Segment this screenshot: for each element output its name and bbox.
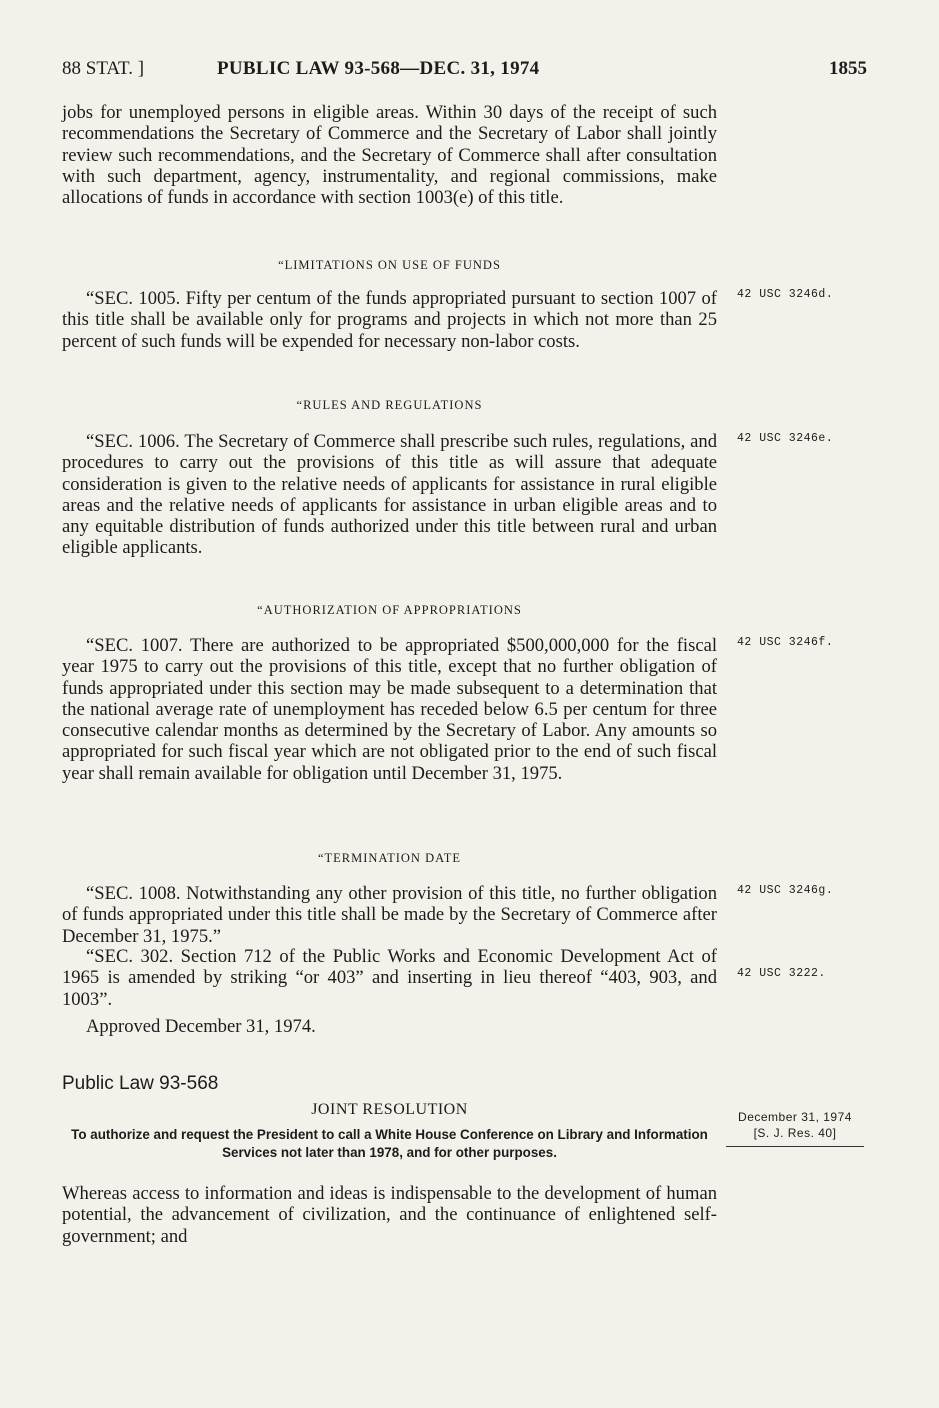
section-1005: “SEC. 1005. Fifty per centum of the funds appropriated pursuant to section 1007 of this title shall be available only for programs and projects in which not more than 25 percent of such funds will be expended for necessary non-labor costs. <box>62 288 717 352</box>
section-1008: “SEC. 1008. Notwithstanding any other provision of this title, no further obligation of funds appropriated under this title shall be made by the Secretary of Commerce after December 31, 1975.” <box>62 883 717 947</box>
enactment-info <box>726 1109 864 1141</box>
page-number: 1855 <box>829 58 867 79</box>
margin-note-302: 42 USC 3222. <box>737 967 826 980</box>
section-302: “SEC. 302. Section 712 of the Public Works and Economic Development Act of 1965 is amended by striking “or 403” and inserting in lieu thereof “403, 903, and 1003”. <box>62 946 717 1010</box>
joint-resolution-title: JOINT RESOLUTION <box>311 1101 468 1118</box>
enactment-date: December 31, 1974 <box>738 1110 852 1124</box>
approval-line: Approved December 31, 1974. <box>86 1016 316 1037</box>
running-title: PUBLIC LAW 93-568—DEC. 31, 1974 <box>217 58 540 79</box>
heading-authorization-of-appropriations: “AUTHORIZATION OF APPROPRIATIONS <box>257 603 522 617</box>
margin-note-1007: 42 USC 3246f. <box>737 636 834 649</box>
heading-rules-and-regulations: “RULES AND REGULATIONS <box>296 398 483 412</box>
statute-volume: 88 STAT. ] <box>62 58 145 79</box>
continued-paragraph: jobs for unemployed persons in eligible areas. Within 30 days of the receipt of such recommendations the Secretary of Commerce and the Secretary of Labor shall jointly review such recommendations, and the Secretary of Commerce shall after consultation with such department, agency, instrumentality, and regional commissions, make allocations of funds in accordance with section 1003(e) of this title. <box>62 102 717 209</box>
whereas-clause: Whereas access to information and ideas is indispensable to the development of human potential, the advancement of civilization, and the continuance of enlightened self-government; and <box>62 1183 717 1247</box>
margin-note-1006: 42 USC 3246e. <box>737 432 834 445</box>
margin-rule <box>726 1146 864 1147</box>
page-header <box>62 58 867 84</box>
bill-reference: [S. J. Res. 40] <box>753 1126 837 1140</box>
resolution-purpose: To authorize and request the President to call a White House Conference on Library and Information Services not later than 1978, and for other purposes. <box>71 1127 708 1160</box>
heading-termination-date: “TERMINATION DATE <box>317 851 462 865</box>
section-1006: “SEC. 1006. The Secretary of Commerce shall prescribe such rules, regulations, and procedures to carry out the provisions of this title as will assure that adequate consideration is given to the relative needs of applicants for assistance in rural eligible areas and the relative needs of applicants for assistance in urban eligible areas and to any equitable distribution of funds authorized under this title between rural and urban eligible applicants. <box>62 431 717 559</box>
section-1007: “SEC. 1007. There are authorized to be appropriated $500,000,000 for the fiscal year 1975 to carry out the provisions of this title, except that no further obligation of funds appropriated under this section may be made subsequent to a determination that the national average rate of unemployment has receded below 6.5 per centum for three consecutive calendar months as determined by the Secretary of Labor. Any amounts so appropriated for such fiscal year which are not obligated prior to the end of such fiscal year shall remain available for obligation until December 31, 1975. <box>62 635 717 784</box>
margin-note-1008: 42 USC 3246g. <box>737 884 834 897</box>
public-law-number: Public Law 93-568 <box>62 1073 219 1094</box>
heading-limitations-on-use-of-funds: “LIMITATIONS ON USE OF FUNDS <box>278 258 501 272</box>
margin-note-1005: 42 USC 3246d. <box>737 288 834 301</box>
